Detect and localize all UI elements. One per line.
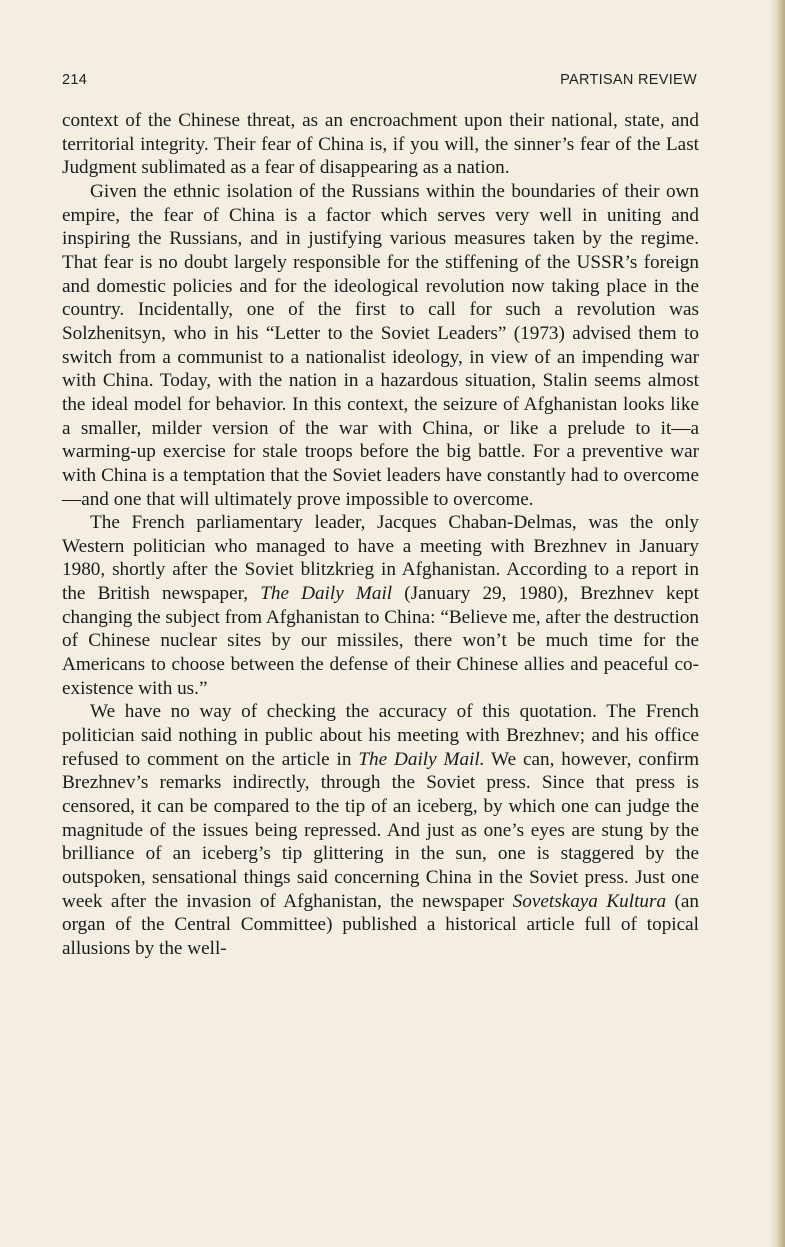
text-run: We have no way of checking the accuracy of this quotation. The French politician said nothing in public about his meeting with Brezhnev; and his office refused to comment on the article in [62,701,699,770]
journal-title: PARTISAN REVIEW [560,72,697,88]
text-run: context of the Chinese threat, as an encroachment upon their national, state, and territorial integrity. Their fear of China is, if you will, the sinner’s fear of the Last Judgment sublimated as a fear of disappearing as a nation. [62,110,699,179]
paragraph [62,180,699,511]
running-head [62,72,697,92]
italic-title: The Daily Mail. [358,748,485,770]
text-run: We can, however, confirm Brezhnev’s remarks indirectly, through the Soviet press. Since that press is censored, it can be compared to the tip of an iceberg, by which one can judge the magnitude of the issues being repressed. And just as one’s eyes are stung by the brilliance of an iceberg’s tip glittering in the sun, one is staggered by the outspoken, sensational things said concerning China in the Soviet press. Just one week after the invasion of Afghanistan, the newspaper [62,748,699,912]
italic-title: The Daily Mail [260,583,393,605]
page-edge-shadow [769,0,785,1247]
paragraph [62,700,699,960]
text-run: The French parliamentary leader, Jacques Chaban-Delmas, was the only Western politician who managed to have a meeting with Brezhnev in January 1980, shortly after the Soviet blitzkrieg in Afghanistan. According to a report in the British newspaper, [62,512,699,605]
page-number: 214 [62,72,88,88]
text-run: Given the ethnic isolation of the Russians within the boundaries of their own empire, the fear of China is a factor which serves very well in uniting and inspiring the Russians, and in justifying various measures taken by the regime. That fear is no doubt largely responsible for the stiffening of the USSR’s foreign and domestic policies and for the ideological revolution now taking place in the country. Incidentally, one of the first to call for such a revolution was Solzhenitsyn, who in his “Letter to the Soviet Leaders” (1973) advised them to switch from a communist to a nationalist ideology, in view of an impending war with China. Today, with the nation in a hazardous situation, Stalin seems almost the ideal model for behavior. In this context, the seizure of Afghanistan looks like a smaller, milder version of the war with China, or like a prelude to it—a warming-up exercise for stale troops before the big battle. For a preventive war with China is a temptation that the Soviet leaders have constantly had to overcome—and one that will ultimately prove impossible to overcome. [62,180,699,510]
paragraph [62,511,699,700]
text-run: (an organ of the Central Committee) published a historical article full of topical allusions by the well- [62,890,700,959]
body-text [62,109,699,961]
paragraph [62,109,699,180]
text-run: (January 29, 1980), Brezhnev kept changing the subject from Afghanistan to China: “Believe me, after the destruction of Chinese nuclear sites by our missiles, there won’t be much time for the Americans to choose between the defense of their Chinese allies and peaceful co-existence with us.” [62,583,699,699]
italic-title: Sovetskaya Kultura [512,890,667,912]
